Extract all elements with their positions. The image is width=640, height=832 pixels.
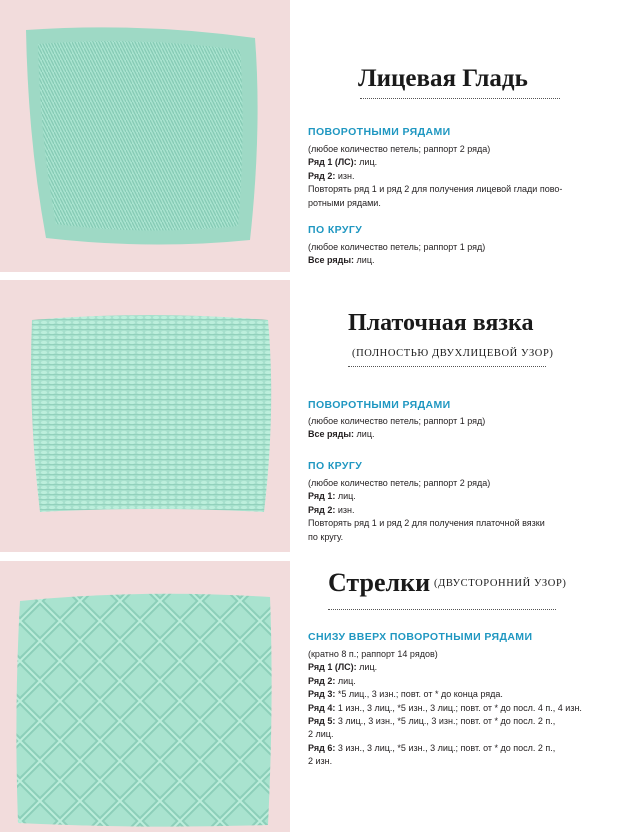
text-line <box>308 183 608 196</box>
text-line <box>308 702 628 715</box>
text-line <box>308 428 608 441</box>
block-text <box>308 143 608 210</box>
title-divider <box>328 609 556 610</box>
section-title-note: (ДВУСТОРОННИЙ УЗОР) <box>434 578 567 589</box>
row-label: Ряд 2: <box>308 675 336 686</box>
row-label: Ряд 4: <box>308 702 336 713</box>
text-line <box>308 143 608 156</box>
row-label: Все ряды: <box>308 429 355 440</box>
row-text: лиц. <box>335 491 356 502</box>
row-text: по кругу. <box>308 531 344 542</box>
row-text: 2 лиц. <box>308 729 334 740</box>
block-heading: ПОВОРОТНЫМИ РЯДАМИ <box>308 126 451 138</box>
block-heading: ПОВОРОТНЫМИ РЯДАМИ <box>308 399 451 411</box>
text-line <box>308 197 608 210</box>
row-text: изн. <box>335 504 355 515</box>
block-text <box>308 648 628 769</box>
section-title-garter: Платочная вязка <box>348 310 534 336</box>
text-line <box>308 531 608 544</box>
row-label: Ряд 1 (ЛС): <box>308 157 357 168</box>
row-text: 1 изн., 3 лиц., *5 изн., 3 лиц.; повт. от * до посл. 4 п., 4 изн. <box>335 702 582 713</box>
section-subtitle: (ПОЛНОСТЬЮ ДВУХЛИЦЕВОЙ УЗОР) <box>352 348 554 359</box>
block-heading: ПО КРУГУ <box>308 460 363 472</box>
section-title-stockinette: Лицевая Гладь <box>358 65 528 92</box>
row-label: Все ряды: <box>308 255 355 266</box>
row-label: Ряд 3: <box>308 689 336 700</box>
row-text: (любое количество петель; раппорт 2 ряда) <box>308 144 491 154</box>
text-line <box>308 156 608 169</box>
text-line <box>308 728 628 741</box>
text-line <box>308 661 628 674</box>
section-title-arrows: Стрелки <box>328 568 431 597</box>
text-line <box>308 742 628 755</box>
text-line <box>308 648 628 661</box>
row-label: Ряд 1: <box>308 491 336 502</box>
arrows-swatch-photo <box>0 561 290 832</box>
stockinette-swatch-photo <box>0 0 290 272</box>
text-line <box>308 490 608 503</box>
row-text: лиц. <box>335 675 356 686</box>
row-label: Ряд 5: <box>308 716 336 727</box>
row-text: лиц. <box>354 429 375 440</box>
block-text <box>308 477 608 544</box>
row-text: 3 изн., 3 лиц., *5 изн., 3 лиц.; повт. от * до посл. 2 п., <box>335 742 556 753</box>
row-label: Ряд 2: <box>308 170 336 181</box>
row-text: ротными рядами. <box>308 197 381 208</box>
row-text: (любое количество петель; раппорт 1 ряд) <box>308 242 486 252</box>
row-text: лиц. <box>356 662 378 673</box>
block-heading: СНИЗУ ВВЕРХ ПОВОРОТНЫМИ РЯДАМИ <box>308 631 533 643</box>
text-line <box>308 241 608 254</box>
text-line <box>308 715 628 728</box>
text-line <box>308 415 608 428</box>
text-line <box>308 517 608 530</box>
block-heading: ПО КРУГУ <box>308 224 363 236</box>
garter-swatch-photo <box>0 280 290 552</box>
row-label: Ряд 6: <box>308 742 336 753</box>
row-label: Ряд 2: <box>308 504 336 515</box>
row-text: *5 лиц., 3 изн.; повт. от * до конца ряда. <box>335 689 503 700</box>
row-text: (любое количество петель; раппорт 1 ряд) <box>308 416 486 426</box>
row-text: (любое количество петель; раппорт 2 ряда) <box>308 478 491 488</box>
title-divider <box>348 366 546 367</box>
text-line <box>308 477 608 490</box>
row-text: 3 лиц., 3 изн., *5 лиц., 3 изн.; повт. от * до посл. 2 п., <box>335 716 556 727</box>
row-text: лиц. <box>356 157 378 168</box>
text-line <box>308 170 608 183</box>
row-text: лиц. <box>354 255 375 266</box>
text-line <box>308 688 628 701</box>
row-text: изн. <box>335 170 355 181</box>
row-text: Повторять ряд 1 и ряд 2 для получения платочной вязки <box>308 518 545 529</box>
row-text: Повторять ряд 1 и ряд 2 для получения лицевой глади пово- <box>308 184 563 195</box>
row-text: (кратно 8 п.; раппорт 14 рядов) <box>308 649 438 659</box>
text-line <box>308 504 608 517</box>
block-text <box>308 415 608 442</box>
title-divider <box>360 98 560 99</box>
row-text: 2 изн. <box>308 756 333 767</box>
text-line <box>308 675 628 688</box>
text-line <box>308 755 628 768</box>
text-line <box>308 254 608 267</box>
block-text <box>308 241 608 268</box>
row-label: Ряд 1 (ЛС): <box>308 662 357 673</box>
